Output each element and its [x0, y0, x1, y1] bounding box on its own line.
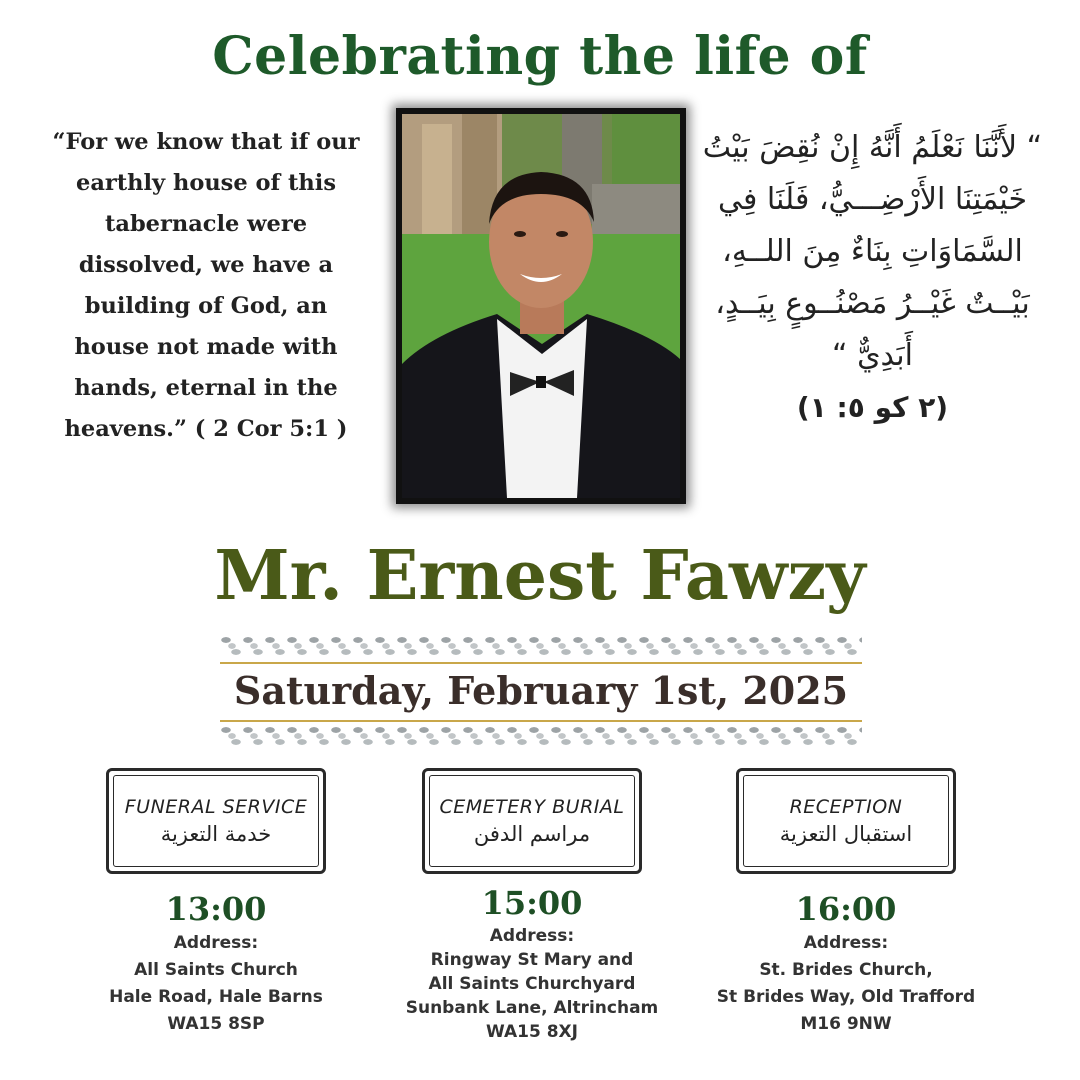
event-title-english: FUNERAL SERVICE — [124, 796, 308, 818]
event-cemetery-burial — [376, 768, 688, 1044]
event-date: Saturday, February 1st, 2025 — [233, 668, 849, 713]
portrait-frame — [396, 108, 686, 504]
event-reception — [690, 768, 1002, 1038]
page-title: Celebrating the life of — [212, 26, 868, 87]
address-line: WA15 8XJ — [486, 1022, 578, 1042]
event-title-box — [106, 768, 326, 874]
verse-arabic-reference: (٢ كو ٥: ١) — [796, 391, 949, 424]
event-title-arabic: خدمة التعزية — [160, 822, 272, 846]
verse-english: “For we know that if our earthly house of this tabernacle were dissolved, we have a building of God, an house not made with hands, eternal in the heavens.” ( 2 Cor 5:1 ) — [52, 129, 360, 442]
address-line: All Saints Churchyard — [428, 974, 636, 994]
event-funeral-service — [60, 768, 372, 1038]
event-address — [690, 930, 1002, 1038]
event-address — [60, 930, 372, 1038]
event-title-arabic: مراسم الدفن — [473, 822, 591, 846]
event-time: 13:00 — [165, 890, 267, 928]
verse-arabic — [700, 122, 1045, 434]
deceased-name: Mr. Ernest Fawzy — [214, 536, 866, 616]
event-title-english: CEMETERY BURIAL — [439, 796, 625, 818]
address-line: St. Brides Church, — [759, 960, 933, 980]
event-title-english: RECEPTION — [789, 796, 903, 818]
address-label: Address: — [803, 933, 889, 953]
address-line: Sunbank Lane, Altrincham — [405, 998, 659, 1018]
address-line: Ringway St Mary and — [430, 950, 634, 970]
leaf-border-top — [220, 632, 862, 660]
address-line: St Brides Way, Old Trafford — [716, 987, 976, 1007]
address-line: All Saints Church — [134, 960, 298, 980]
portrait-illustration — [402, 114, 680, 498]
address-label: Address: — [173, 933, 259, 953]
address-line: WA15 8SP — [167, 1014, 265, 1034]
event-title-arabic: استقبال التعزية — [779, 822, 913, 846]
address-line: M16 9NW — [800, 1014, 892, 1034]
address-line: Hale Road, Hale Barns — [109, 987, 323, 1007]
event-time: 16:00 — [795, 890, 897, 928]
event-address — [376, 924, 688, 1044]
address-label: Address: — [489, 926, 575, 946]
portrait-photo — [402, 114, 680, 498]
verse-arabic-text: “ لأَنَّنَا نَعْلَمُ أَنَّهُ إِنْ نُقِضَ بَيْتُ خَيْمَتِنَا الأَرْضِـــيُّ، فَلَنَا فِي السَّمَاوَاتِ بِنَاءٌ مِنَ اللــهِ، بَيْــتٌ غَيْــرُ مَصْنُــوعٍ بِيَــدٍ، أَبَدِيٌّ “ — [702, 130, 1043, 373]
event-title-box — [422, 768, 642, 874]
leaf-border-bottom — [220, 722, 862, 750]
date-banner — [220, 632, 862, 750]
gold-rule-top — [220, 662, 862, 664]
event-time: 15:00 — [481, 884, 583, 922]
event-title-box — [736, 768, 956, 874]
